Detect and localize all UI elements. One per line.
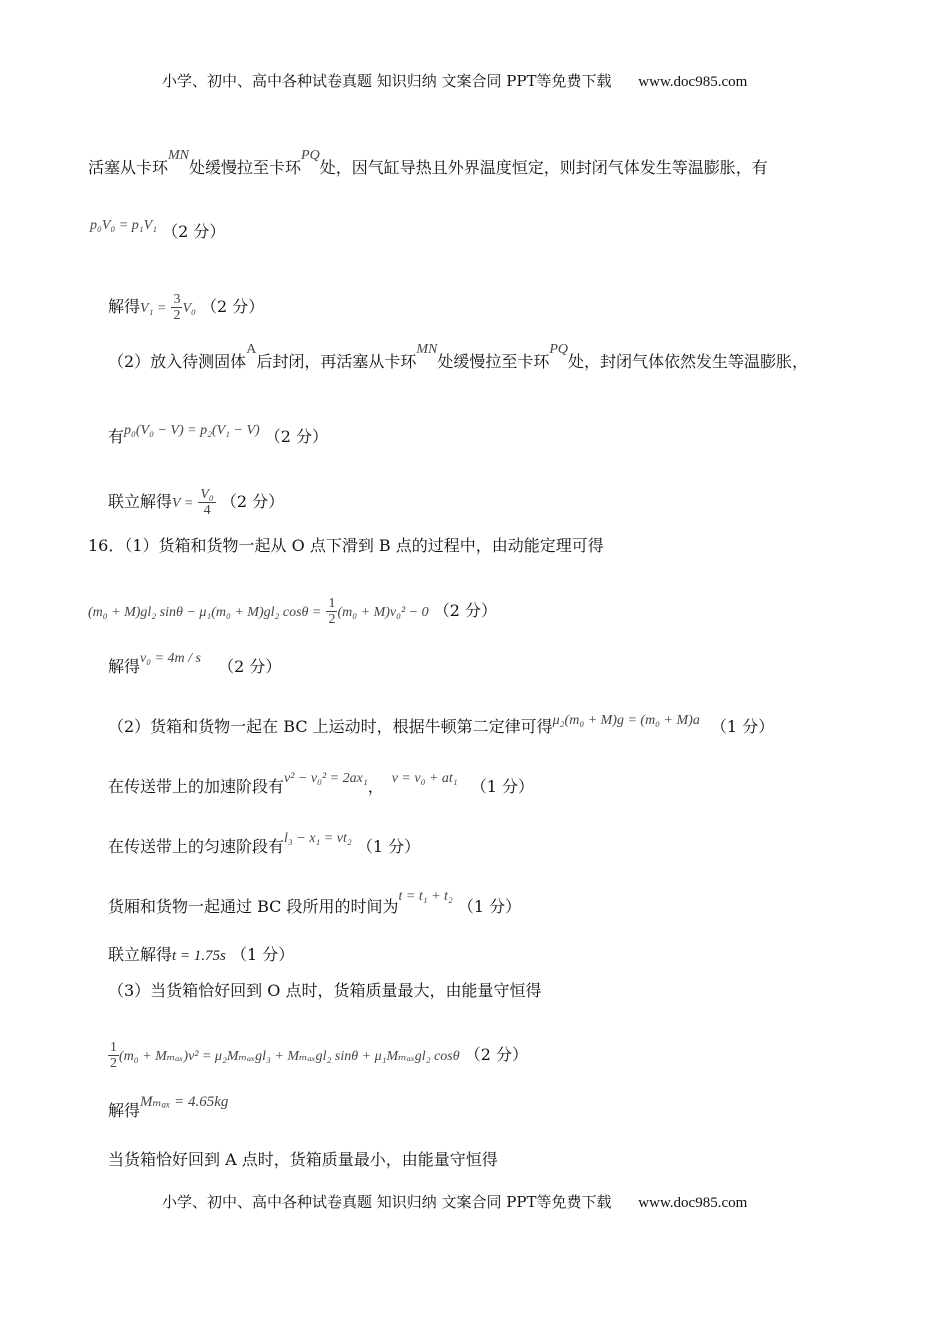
equation: t = t₁ + t₂ bbox=[398, 889, 453, 904]
text: 处，封闭气体依然发生等温膨胀， bbox=[568, 352, 809, 371]
equation: (m₀ + M)gl₂ sinθ − μ₁(m₀ + M)gl₂ cosθ = bbox=[88, 605, 322, 620]
line-5 bbox=[108, 423, 329, 449]
text: 解得 bbox=[108, 1101, 141, 1120]
text: 处，因气缸导热且外界温度恒定，则封闭气体发生等温膨胀，有 bbox=[319, 158, 768, 177]
equation: V = bbox=[172, 496, 194, 511]
line-13 bbox=[108, 889, 522, 919]
line-16 bbox=[108, 1040, 528, 1071]
score: （1 分） bbox=[457, 897, 522, 916]
equation: v₀ = 4m / s bbox=[140, 651, 201, 666]
equation: v = v₀ + at₁ bbox=[391, 771, 458, 786]
equation: l₃ − x₁ = vt₂ bbox=[284, 831, 352, 846]
line-14 bbox=[108, 945, 294, 966]
score: （1 分） bbox=[356, 837, 421, 856]
math-mn: MN bbox=[416, 342, 438, 357]
equation: Mₘₐₓ = 4.65kg bbox=[140, 1094, 229, 1110]
text: （2）货箱和货物一起在 BC 上运动时，根据牛顿第二定律可得 bbox=[108, 717, 553, 736]
line-7 bbox=[88, 536, 604, 556]
text: 后封闭，再活塞从卡环 bbox=[256, 352, 417, 371]
line-12 bbox=[108, 831, 421, 859]
text: （2）放入待测固体 bbox=[108, 352, 247, 371]
math-mn: MN bbox=[168, 148, 190, 163]
score: （1 分） bbox=[710, 717, 775, 736]
footer-text: 小学、初中、高中各种试卷真题 知识归纳 文案合同 PPT等免费下载 bbox=[162, 1193, 612, 1211]
equation: v² − v₀² = 2ax₁ bbox=[284, 771, 368, 786]
score: （2 分） bbox=[220, 492, 285, 511]
math-pq: PQ bbox=[549, 342, 569, 357]
text: 处缓慢拉至卡环 bbox=[437, 352, 550, 371]
text: 有 bbox=[108, 427, 125, 446]
line-8 bbox=[88, 596, 497, 627]
equation: p₀V₀ = p₁V₁ bbox=[90, 218, 158, 233]
separator: ， bbox=[367, 777, 384, 796]
line-10 bbox=[108, 713, 775, 739]
math-pq: PQ bbox=[301, 148, 320, 163]
line-15 bbox=[108, 981, 541, 1001]
equation: μ₂(m₀ + M)g = (m₀ + M)a bbox=[552, 713, 700, 728]
equation: V₀ bbox=[182, 301, 196, 316]
line-17 bbox=[108, 1094, 229, 1122]
score: （2 分） bbox=[218, 657, 282, 676]
question-16-part1: 16．（1）货箱和货物一起从 O 点下滑到 B 点的过程中，由动能定理可得 bbox=[88, 536, 604, 555]
line-1 bbox=[88, 148, 768, 180]
line-9 bbox=[108, 651, 282, 679]
text: 活塞从卡环 bbox=[88, 158, 169, 177]
equation: V₁ = bbox=[140, 301, 167, 316]
fraction: $\frac{1}{2}$ bbox=[328, 596, 336, 627]
line-3 bbox=[108, 292, 264, 323]
equation: (m₀ + Mₘₐₓ)v² = μ₂Mₘₐₓgl₃ + Mₘₐₓgl₂ sinθ + μ₁Mₘₐₓgl₂ cosθ bbox=[119, 1049, 460, 1064]
line-6 bbox=[108, 487, 284, 518]
text: 处缓慢拉至卡环 bbox=[189, 158, 302, 177]
line-2 bbox=[90, 218, 226, 244]
math-a: A bbox=[246, 342, 257, 357]
score: （1 分） bbox=[231, 945, 295, 964]
score: （2 分） bbox=[201, 297, 265, 316]
line-18 bbox=[108, 1150, 498, 1170]
text: 在传送带上的匀速阶段有 bbox=[108, 837, 285, 856]
text: 解得 bbox=[108, 657, 141, 676]
header-text: 小学、初中、高中各种试卷真题 知识归纳 文案合同 PPT等免费下载 bbox=[162, 72, 612, 90]
equation: p₀(V₀ − V) = p₂(V₁ − V) bbox=[124, 423, 260, 438]
line-11 bbox=[108, 771, 535, 799]
page-footer bbox=[162, 1191, 747, 1212]
fraction: $\frac{\text{V₀}}{4}$ bbox=[200, 487, 214, 518]
line-4 bbox=[108, 342, 809, 374]
text: 货厢和货物一起通过 BC 段所用的时间为 bbox=[108, 897, 399, 916]
text: 联立解得 bbox=[108, 492, 173, 511]
score: （1 分） bbox=[470, 777, 535, 796]
fraction: $\frac{1}{2}$ bbox=[110, 1040, 117, 1071]
score: （2 分） bbox=[433, 601, 497, 620]
header-site[interactable]: www.doc985.com bbox=[638, 74, 748, 90]
footer-site[interactable]: www.doc985.com bbox=[638, 1195, 748, 1211]
question-16-part3: （3）当货箱恰好回到 O 点时，货箱质量最大，由能量守恒得 bbox=[108, 981, 542, 1000]
equation: (m₀ + M)v₀² − 0 bbox=[337, 605, 429, 620]
text: 当货箱恰好回到 A 点时，货箱质量最小，由能量守恒得 bbox=[108, 1150, 498, 1169]
text: 联立解得 bbox=[108, 945, 173, 964]
text: 解得 bbox=[108, 297, 141, 316]
text: 在传送带上的加速阶段有 bbox=[108, 777, 285, 796]
equation: t = 1.75s bbox=[172, 948, 226, 964]
score: （2 分） bbox=[162, 222, 226, 241]
score: （2 分） bbox=[264, 427, 329, 446]
fraction: $\frac{3}{2}$ bbox=[173, 292, 181, 323]
page-header bbox=[162, 70, 747, 91]
score: （2 分） bbox=[464, 1045, 528, 1064]
